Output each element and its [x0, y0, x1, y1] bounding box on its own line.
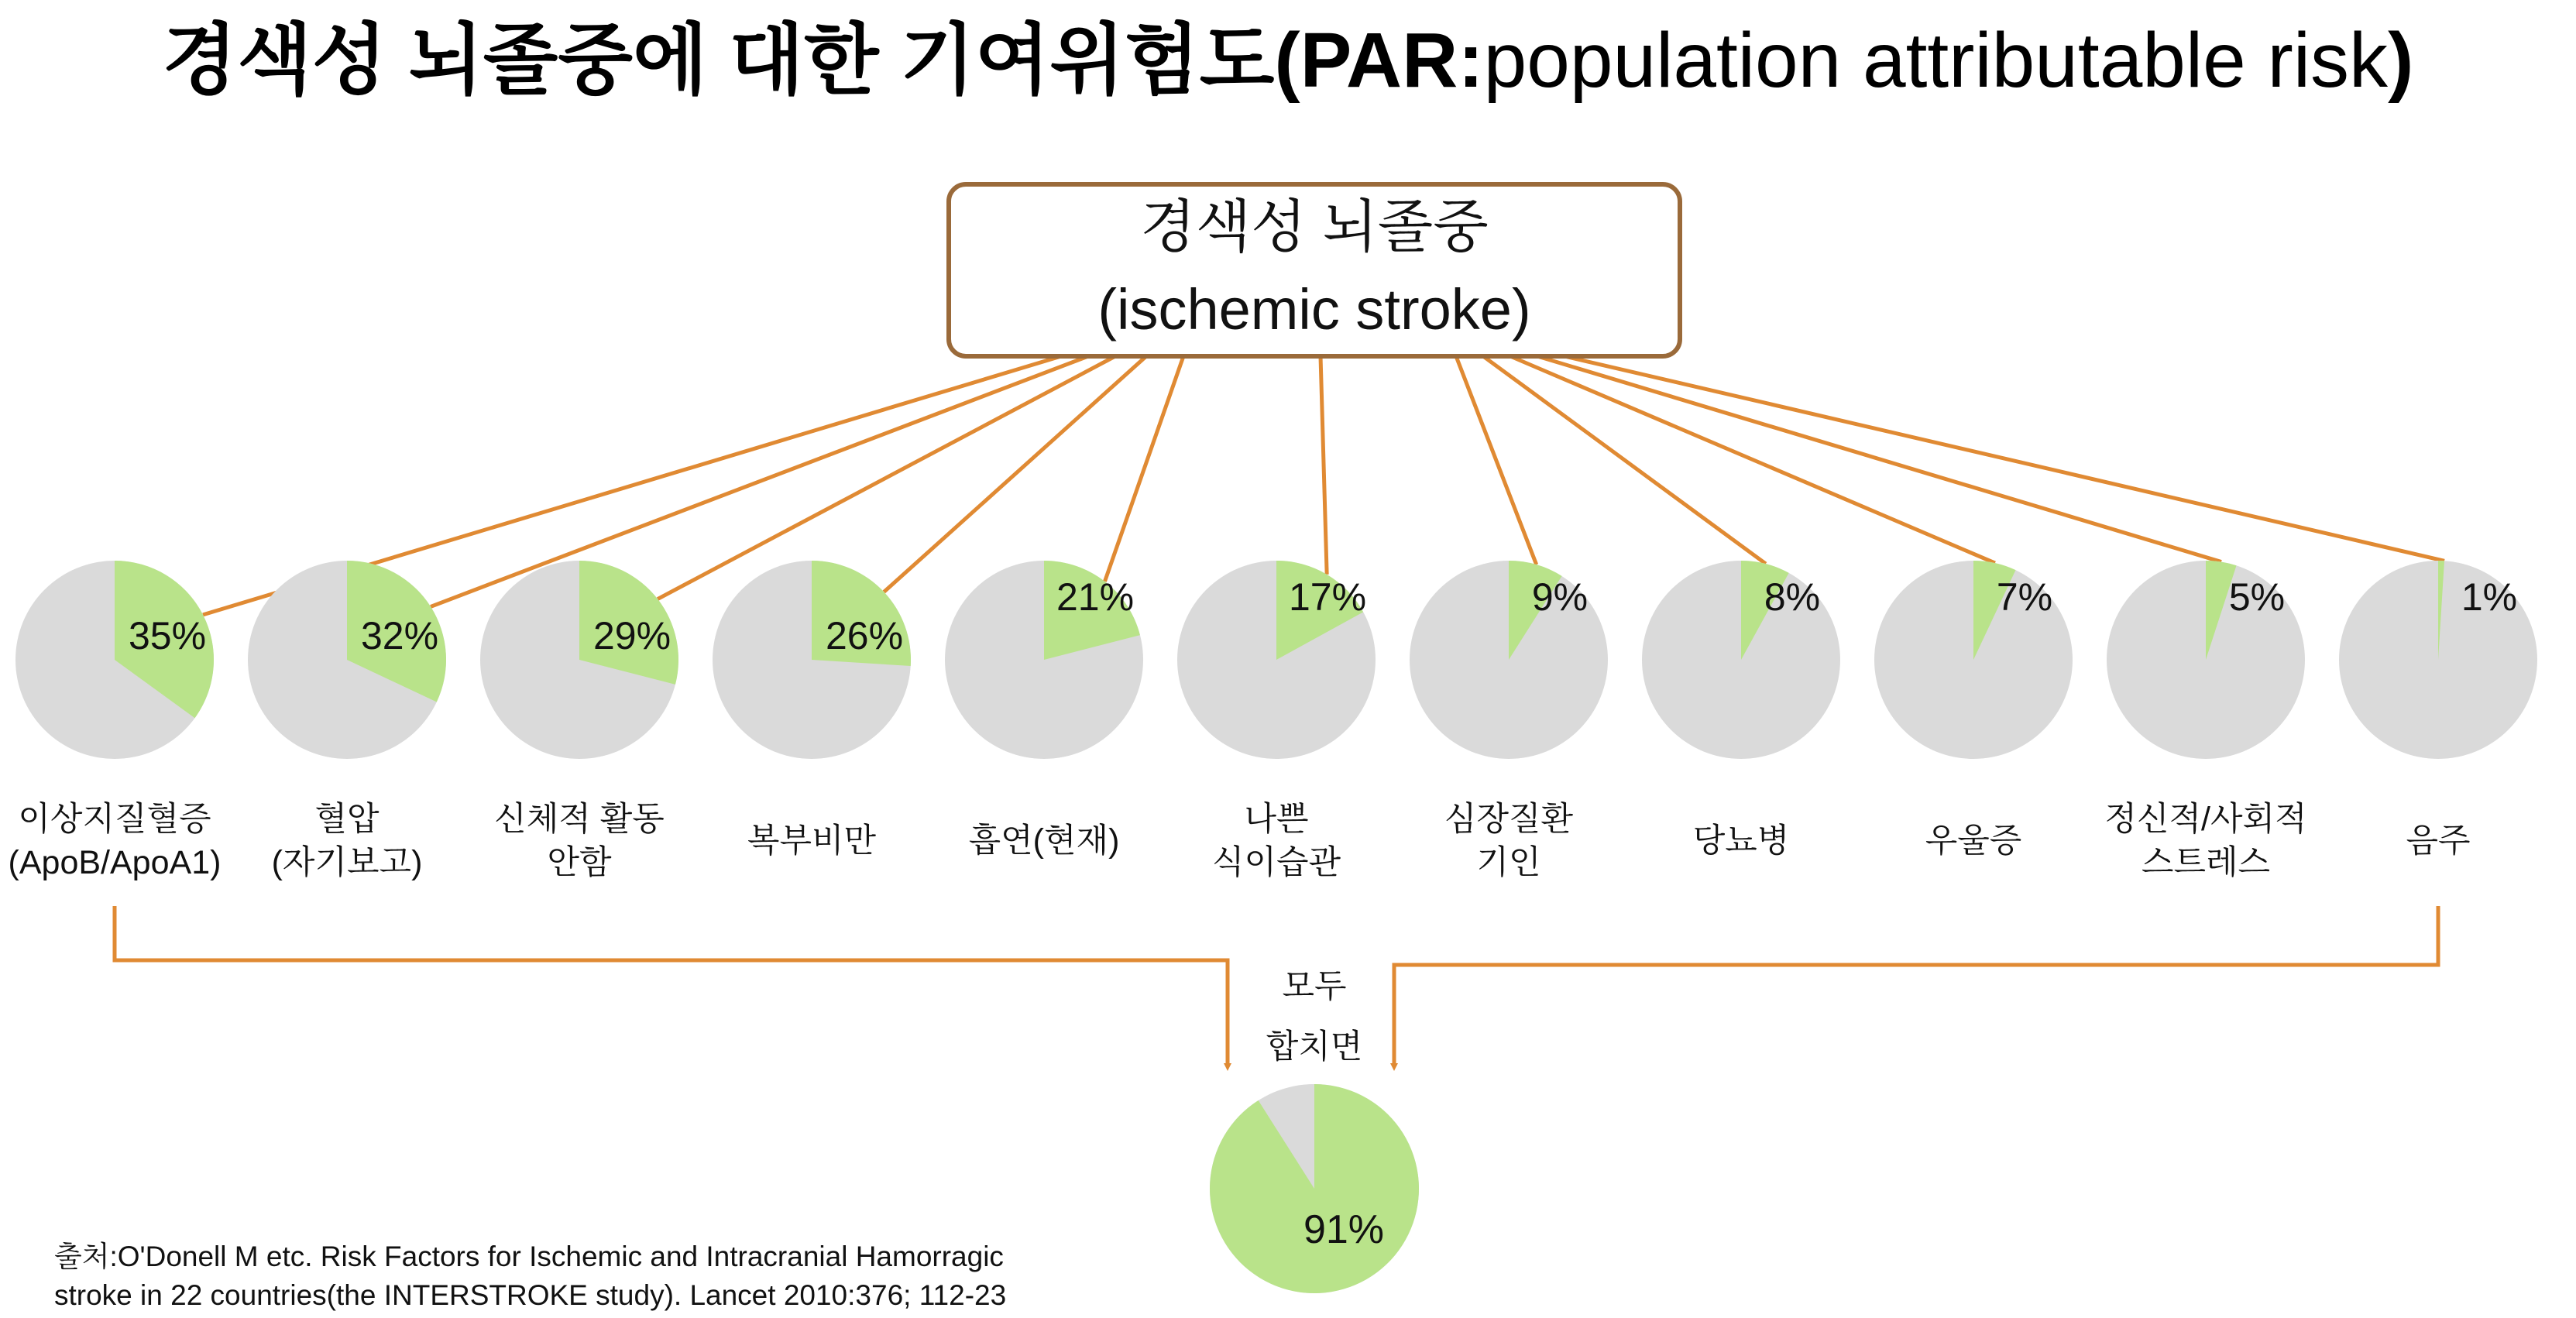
factor-5-pie	[945, 561, 1143, 860]
factor-11-label-line1: 음주	[2406, 822, 2471, 860]
factor-1-pie	[9, 561, 222, 881]
factor-6-label-line1: 나쁜	[1244, 801, 1309, 838]
title-main: 경색성 뇌졸중에 대한 기여위험도(PAR:	[162, 17, 1484, 104]
factor-2-connector	[431, 356, 1088, 606]
factor-10-label-line2: 스트레스	[2141, 844, 2271, 881]
factor-7-label-line2: 기인	[1476, 844, 1541, 881]
factor-11-connector	[1564, 356, 2444, 561]
factor-1-percent-label: 35%	[128, 614, 207, 657]
factor-4-connector	[884, 356, 1146, 592]
factor-7-pie	[1410, 561, 1608, 881]
factor-9-percent-label: 7%	[1996, 575, 2053, 619]
factor-5-label-line1: 흡연(현재)	[968, 822, 1120, 860]
left-bracket-arrow	[115, 906, 1228, 1067]
total-percent-label: 91%	[1303, 1207, 1385, 1252]
factor-3-label-line2: 안함	[547, 844, 612, 881]
factor-10-label-line1: 정신적/사회적	[2104, 801, 2307, 838]
factor-2-percent-label: 32%	[360, 614, 439, 657]
root-title-korean: 경색성 뇌졸중	[1140, 194, 1489, 259]
factor-1-label-line1: 이상지질혈증	[18, 801, 211, 838]
combined-label-line2: 합치면	[1266, 1028, 1363, 1066]
total-pie-slice	[1210, 1084, 1419, 1293]
factor-pies	[9, 561, 2537, 881]
factor-4-label-line1: 복부비만	[747, 822, 877, 860]
factor-7-label-line1: 심장질환	[1444, 801, 1574, 838]
combined-label-line1: 모두	[1282, 968, 1347, 1005]
factor-3-label-line1: 신체적 활동	[494, 801, 665, 838]
root-title-english: (ischemic stroke)	[1097, 277, 1531, 342]
source-line1: 출처:O'Donell M etc. Risk Factors for Ischemic and Intracranial Hamorragic	[54, 1241, 1004, 1272]
factor-2-label-line2: (자기보고)	[271, 844, 423, 881]
factor-3-pie	[480, 561, 678, 881]
factor-7-percent-label: 9%	[1531, 575, 1589, 619]
title-close: )	[2388, 17, 2414, 104]
factor-2-pie	[248, 561, 446, 881]
factor-5-connector	[1104, 356, 1183, 582]
factor-5-percent-label: 21%	[1056, 575, 1135, 619]
factor-8-pie	[1642, 561, 1840, 860]
factor-8-label-line1: 당뇨병	[1692, 822, 1790, 860]
title-sub: population attributable risk	[1483, 17, 2389, 104]
factor-6-percent-label: 17%	[1288, 575, 1367, 619]
source-line2: stroke in 22 countries(the INTERSTROKE study). Lancet 2010:376; 112-23	[54, 1279, 1007, 1311]
factor-9-connector	[1510, 356, 1995, 563]
total-pie	[1210, 1084, 1419, 1293]
factor-6-connector	[1321, 356, 1327, 575]
factor-3-percent-label: 29%	[592, 614, 671, 657]
factor-2-label-line1: 혈압	[314, 801, 380, 838]
factor-6-label-line2: 식이습관	[1211, 844, 1341, 881]
right-bracket-arrow	[1394, 906, 2438, 1067]
factor-11-percent-label: 1%	[2461, 575, 2518, 619]
factor-10-percent-label: 5%	[2228, 575, 2286, 619]
factor-4-percent-label: 26%	[825, 614, 904, 657]
page-title	[163, 17, 2414, 104]
factor-9-label-line1: 우울증	[1925, 822, 2022, 860]
factor-6-pie	[1177, 561, 1376, 881]
factor-8-percent-label: 8%	[1764, 575, 1821, 619]
factor-1-label-line2: (ApoB/ApoA1)	[8, 844, 222, 881]
factor-9-pie	[1874, 561, 2073, 860]
factor-10-pie	[2104, 561, 2306, 881]
factor-4-pie	[713, 561, 911, 860]
factor-11-pie	[2339, 561, 2537, 860]
factor-10-connector	[1537, 356, 2221, 562]
